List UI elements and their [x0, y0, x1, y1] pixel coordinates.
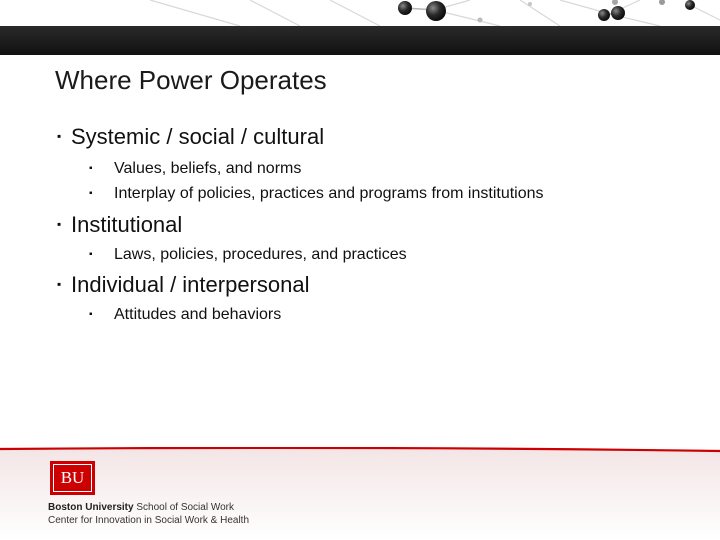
bu-logo-text: BU [53, 464, 92, 492]
sub-bullet-text: Laws, policies, procedures, and practices [114, 246, 407, 263]
square-bullet-icon: ▪ [57, 129, 62, 143]
footer-divider [0, 447, 720, 540]
square-bullet-icon: ▪ [89, 188, 93, 199]
square-bullet-icon: ▪ [89, 309, 93, 320]
bu-logo [50, 461, 95, 495]
sub-bullet-item [89, 185, 544, 203]
square-bullet-icon: ▪ [89, 249, 93, 260]
square-bullet-icon: ▪ [57, 217, 62, 231]
page-title: Where Power Operates [55, 65, 327, 95]
footer-school: School of Social Work [133, 502, 234, 513]
header-banner [0, 0, 720, 55]
bullet-text: Institutional [71, 212, 183, 237]
footer-center-line: Center for Innovation in Social Work & Health [48, 515, 250, 526]
sub-bullet-text: Attitudes and behaviors [114, 306, 282, 323]
footer-university: Boston University [48, 502, 134, 513]
molecule-network-graphic [0, 0, 720, 55]
bullet-item [57, 272, 309, 298]
square-bullet-icon: ▪ [89, 163, 93, 174]
bullet-item [57, 124, 324, 150]
sub-bullet-text: Values, beliefs, and norms [114, 160, 302, 177]
sub-bullet-item [89, 306, 281, 324]
sub-bullet-item [89, 246, 407, 264]
bullet-text: Systemic / social / cultural [71, 124, 325, 149]
bullet-text: Individual / interpersonal [71, 272, 310, 297]
square-bullet-icon: ▪ [57, 277, 62, 291]
sub-bullet-item [89, 160, 301, 178]
footer-school-line [48, 502, 234, 513]
bullet-item [57, 212, 182, 238]
sub-bullet-text: Interplay of policies, practices and programs from institutions [114, 185, 544, 202]
